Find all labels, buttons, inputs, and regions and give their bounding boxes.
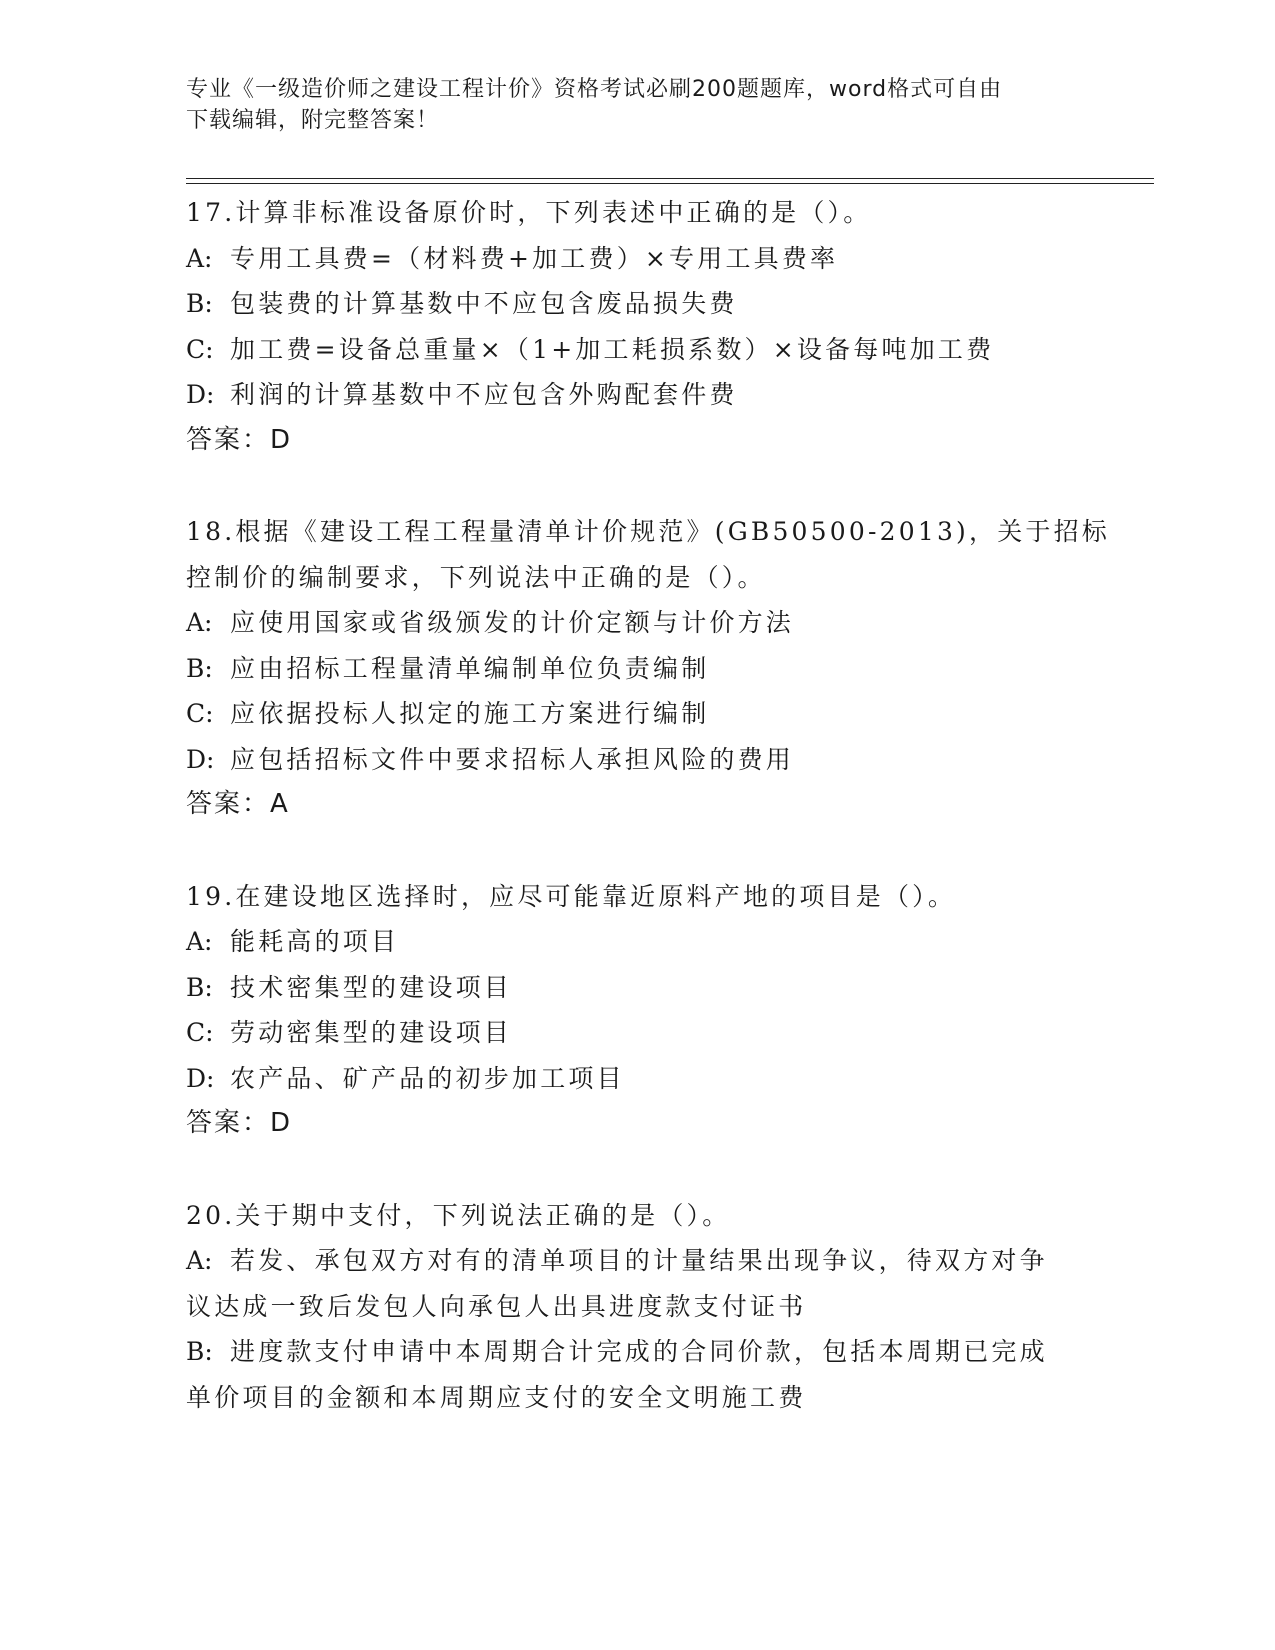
option-text: 农产品、矿产品的初步加工项目 [230, 1063, 625, 1093]
option-text: 技术密集型的建设项目 [230, 972, 513, 1002]
option-text: 若发、承包双方对有的清单项目的计量结果出现争议，待双方对争 [230, 1246, 1048, 1275]
option-line [186, 281, 1086, 327]
option-line [186, 1056, 1086, 1102]
option-label: B: [186, 289, 213, 318]
option-line [186, 327, 1086, 373]
option-line [186, 965, 1086, 1011]
question-stem: 20.关于期中支付，下列说法正确的是（）。 [186, 1200, 731, 1230]
option-text: 应由招标工程量清单编制单位负责编制 [230, 653, 710, 683]
option-line [186, 1375, 1086, 1421]
option-line [186, 1010, 1086, 1056]
question-block [186, 874, 1086, 1147]
header-rule-bottom [186, 183, 1154, 184]
question-stem: 19.在建设地区选择时，应尽可能靠近原料产地的项目是（）。 [186, 881, 957, 911]
answer-line: 答案：D [186, 424, 293, 455]
question-block [186, 190, 1086, 463]
option-text: 单价项目的金额和本周期应支付的安全文明施工费 [186, 1382, 807, 1412]
option-text: 包装费的计算基数中不应包含废品损失费 [230, 289, 738, 318]
question-stem: 控制价的编制要求，下列说法中正确的是（）。 [186, 562, 766, 592]
option-text: 能耗高的项目 [230, 927, 400, 956]
question-list [186, 190, 1111, 1466]
question-stem: 17.计算非标准设备原价时，下列表述中正确的是（）。 [186, 198, 872, 227]
option-text: 专用工具费=（材料费+加工费）×专用工具费率 [230, 243, 839, 273]
question-block [186, 1193, 1086, 1421]
option-label: B: [186, 653, 213, 683]
option-text: 利润的计算基数中不应包含外购配套件费 [230, 380, 738, 409]
answer-line: 答案：D [186, 1108, 293, 1138]
option-label: A: [186, 1246, 213, 1275]
option-line [186, 1329, 1086, 1375]
question-block [186, 509, 1111, 828]
document-header [186, 74, 1066, 136]
option-text: 应包括招标文件中要求招标人承担风险的费用 [230, 744, 795, 774]
option-line [186, 372, 1086, 418]
option-label: A: [186, 927, 213, 956]
answer-line: 答案：A [186, 789, 290, 819]
header-line-1: 专业《一级造价师之建设工程计价》资格考试必刷200题题库，word格式可自由 [186, 77, 1003, 102]
option-text: 应使用国家或省级颁发的计价定额与计价方法 [230, 608, 795, 637]
option-label: A: [186, 243, 213, 273]
option-label: B: [186, 972, 213, 1002]
option-text: 劳动密集型的建设项目 [230, 1018, 513, 1047]
option-label: D: [186, 380, 215, 409]
option-text: 议达成一致后发包人向承包人出具进度款支付证书 [186, 1291, 807, 1321]
option-label: B: [186, 1337, 213, 1366]
option-line [186, 737, 1086, 783]
option-text: 加工费=设备总重量×（1+加工耗损系数）×设备每吨加工费 [230, 334, 995, 364]
option-text: 应依据投标人拟定的施工方案进行编制 [230, 699, 710, 728]
option-line [186, 646, 1086, 692]
option-line [186, 236, 1086, 282]
option-line [186, 1284, 1086, 1330]
option-text: 进度款支付申请中本周期合计完成的合同价款，包括本周期已完成 [230, 1337, 1048, 1366]
option-label: D: [186, 1063, 215, 1093]
option-label: A: [186, 608, 213, 637]
option-label: C: [186, 334, 214, 364]
header-rule-top [186, 178, 1154, 179]
option-label: C: [186, 699, 214, 728]
header-line-2: 下载编辑，附完整答案！ [186, 108, 440, 133]
option-line [186, 919, 1086, 965]
option-label: C: [186, 1018, 214, 1047]
option-line [186, 600, 1086, 646]
option-label: D: [186, 744, 215, 774]
option-line [186, 1238, 1086, 1284]
option-line [186, 691, 1086, 737]
question-stem: 18.根据《建设工程工程量清单计价规范》(GB50500-2013)，关于招标 [186, 517, 1111, 546]
